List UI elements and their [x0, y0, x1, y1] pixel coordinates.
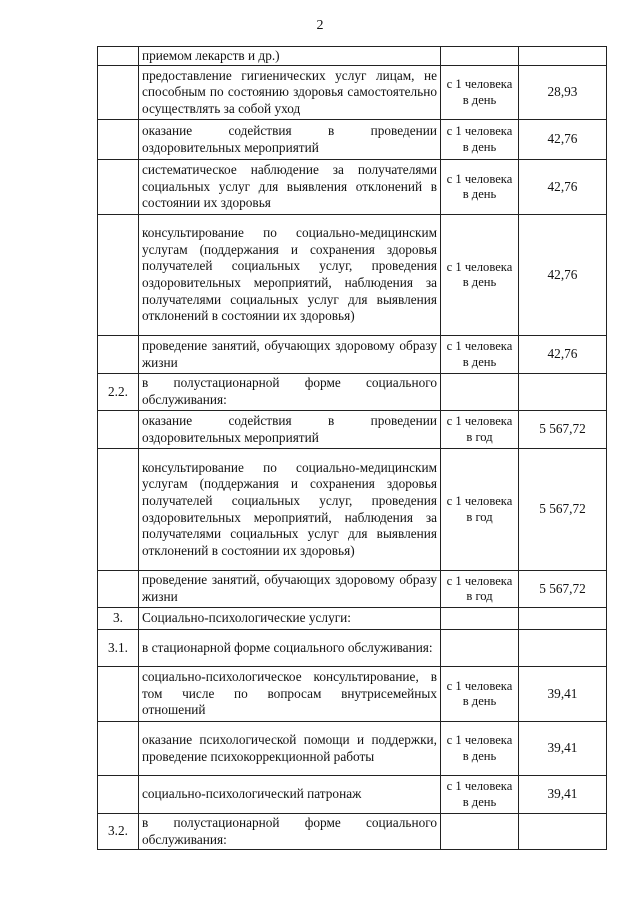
page-number: 2: [316, 18, 324, 33]
service-name: в стационарной форме социального обслуживания:: [139, 630, 441, 667]
unit: [441, 608, 519, 630]
price: 5 567,72: [519, 449, 607, 571]
table-row: [98, 120, 607, 160]
unit: с 1 человека в день: [441, 215, 519, 336]
service-name: социально-психологический патронаж: [139, 776, 441, 814]
price: 39,41: [519, 722, 607, 776]
price: 39,41: [519, 667, 607, 722]
table-row: [98, 47, 607, 66]
row-number: [98, 411, 139, 449]
row-number: 3.: [98, 608, 139, 630]
unit: с 1 человека в день: [441, 160, 519, 215]
unit: с 1 человека в день: [441, 776, 519, 814]
price: [519, 814, 607, 850]
price: [519, 608, 607, 630]
price: [519, 47, 607, 66]
table-row: [98, 160, 607, 215]
service-name: систематическое наблюдение за получателями социальных услуг для выявления отклонений в состоянии их здоровья: [139, 160, 441, 215]
service-name: проведение занятий, обучающих здоровому образу жизни: [139, 336, 441, 374]
service-name: в полустационарной форме социального обслуживания:: [139, 814, 441, 850]
unit: с 1 человека в год: [441, 571, 519, 608]
service-name: в полустационарной форме социального обслуживания:: [139, 374, 441, 411]
price: [519, 630, 607, 667]
service-name: оказание содействия в проведении оздоровительных мероприятий: [139, 120, 441, 160]
service-name: оказание содействия в проведении оздоровительных мероприятий: [139, 411, 441, 449]
service-name: проведение занятий, обучающих здоровому образу жизни: [139, 571, 441, 608]
table-row: [98, 215, 607, 336]
unit: с 1 человека в день: [441, 667, 519, 722]
row-number: [98, 160, 139, 215]
unit: с 1 человека в год: [441, 411, 519, 449]
unit: с 1 человека в день: [441, 66, 519, 120]
price: 42,76: [519, 215, 607, 336]
table-row: [98, 411, 607, 449]
row-number: [98, 215, 139, 336]
unit: с 1 человека в год: [441, 449, 519, 571]
unit: [441, 814, 519, 850]
service-name: предоставление гигиенических услуг лицам, не способным по состоянию здоровья самостоятельно осуществлять за собой уход: [139, 66, 441, 120]
row-number: [98, 336, 139, 374]
row-number: 2.2.: [98, 374, 139, 411]
table-row: [98, 667, 607, 722]
price: 42,76: [519, 120, 607, 160]
table-row: [98, 630, 607, 667]
price: 28,93: [519, 66, 607, 120]
table-row: [98, 722, 607, 776]
unit: с 1 человека в день: [441, 336, 519, 374]
row-number: [98, 449, 139, 571]
unit: [441, 47, 519, 66]
price: 39,41: [519, 776, 607, 814]
table-row: [98, 336, 607, 374]
price: 42,76: [519, 160, 607, 215]
service-name: оказание психологической помощи и поддержки, проведение психокоррекционной работы: [139, 722, 441, 776]
table-row: [98, 608, 607, 630]
row-number: [98, 120, 139, 160]
price: 5 567,72: [519, 411, 607, 449]
service-name: консультирование по социально-медицинским услугам (поддержания и сохранения здоровья получателей социальных услуг, проведения оздоровительных мероприятий, наблюдения за получателями социальных услуг для выявления отклонений в состоянии их здоровья): [139, 449, 441, 571]
service-name: социально-психологическое консультирование, в том числе по вопросам внутрисемейных отношений: [139, 667, 441, 722]
row-number: [98, 66, 139, 120]
service-name: приемом лекарств и др.): [139, 47, 441, 66]
service-name: консультирование по социально-медицинским услугам (поддержания и сохранения здоровья получателей социальных услуг, проведения оздоровительных мероприятий, наблюдения за получателями социальных услуг для выявления отклонений в состоянии их здоровья): [139, 215, 441, 336]
price: 42,76: [519, 336, 607, 374]
row-number: [98, 667, 139, 722]
unit: с 1 человека в день: [441, 120, 519, 160]
unit: с 1 человека в день: [441, 722, 519, 776]
table-row: [98, 66, 607, 120]
price: [519, 374, 607, 411]
tariff-table-body: [98, 47, 607, 850]
price: 5 567,72: [519, 571, 607, 608]
unit: [441, 630, 519, 667]
row-number: [98, 571, 139, 608]
row-number: 3.2.: [98, 814, 139, 850]
table-row: [98, 449, 607, 571]
table-row: [98, 776, 607, 814]
row-number: [98, 47, 139, 66]
table-row: [98, 814, 607, 850]
unit: [441, 374, 519, 411]
row-number: [98, 776, 139, 814]
table-row: [98, 374, 607, 411]
row-number: 3.1.: [98, 630, 139, 667]
service-name: Социально-психологические услуги:: [139, 608, 441, 630]
row-number: [98, 722, 139, 776]
table-row: [98, 571, 607, 608]
tariff-table: [97, 46, 607, 850]
